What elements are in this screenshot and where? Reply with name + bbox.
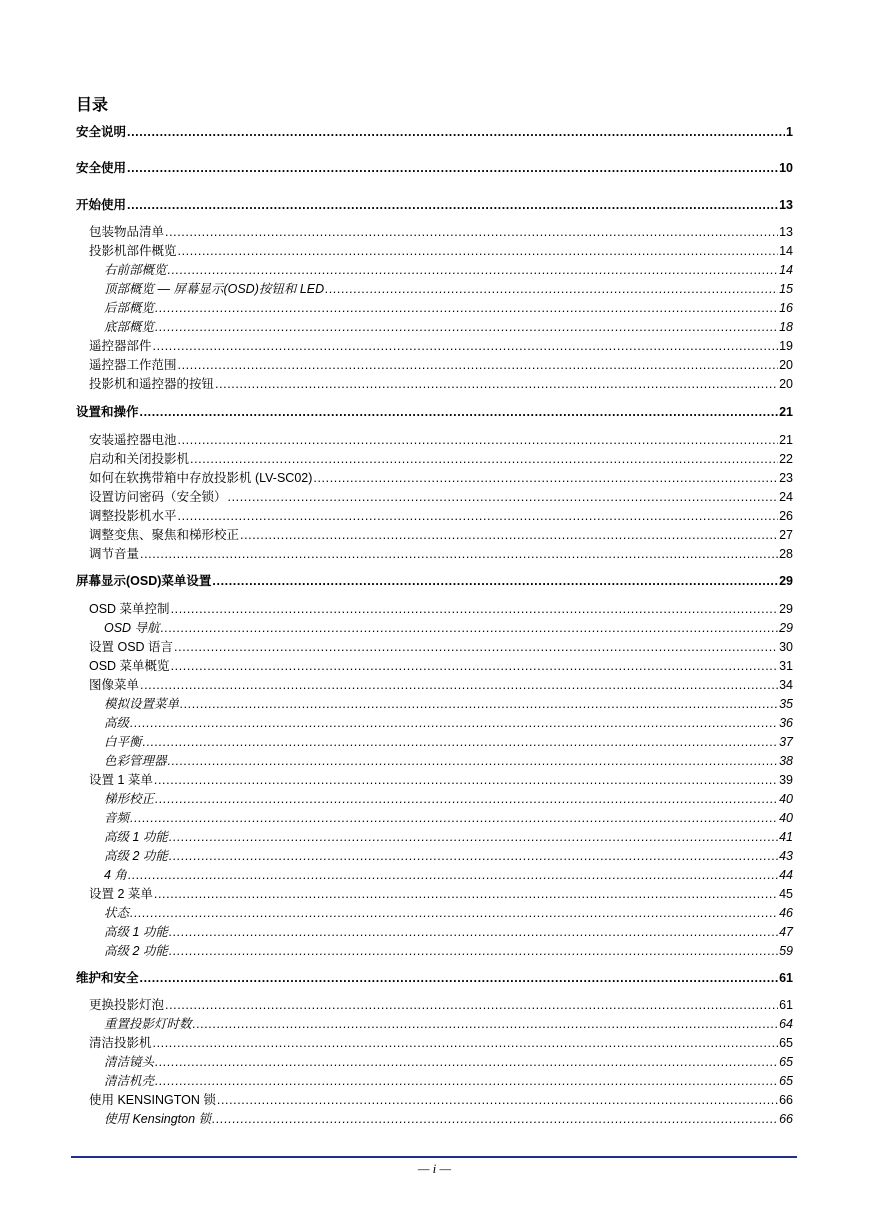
toc-entry-page: 47: [779, 925, 793, 939]
toc-leader-dots: [178, 509, 779, 524]
toc-entry[interactable]: [104, 263, 793, 278]
toc-entry[interactable]: [104, 716, 793, 731]
toc-leader-dots: [190, 452, 778, 467]
toc-leader-dots: [140, 971, 779, 986]
toc-entry[interactable]: [76, 161, 793, 176]
toc-entry-title: 设置和操作: [76, 405, 139, 419]
toc-entry-title: 包装物品清单: [89, 225, 165, 239]
page-number: — i —: [417, 1161, 452, 1176]
toc-entry[interactable]: [104, 320, 793, 335]
toc-entry-title: 设置 2 菜单: [89, 887, 153, 901]
toc-title: 目录: [76, 97, 109, 114]
toc-entry-title: 后部概览: [104, 301, 155, 315]
toc-entry-page: 23: [779, 471, 793, 485]
toc-leader-dots: [217, 1093, 778, 1108]
toc-entry[interactable]: [76, 405, 793, 420]
toc-entry[interactable]: [89, 471, 793, 486]
toc-entry[interactable]: [104, 1017, 793, 1032]
toc-entry[interactable]: [104, 925, 793, 940]
toc-entry-page: 40: [779, 792, 793, 806]
toc-entry[interactable]: [89, 640, 793, 655]
toc-entry-page: 36: [779, 716, 793, 730]
toc-entry[interactable]: [89, 659, 793, 674]
toc-leader-dots: [169, 849, 778, 864]
toc-leader-dots: [193, 1017, 779, 1032]
toc-entry[interactable]: [89, 358, 793, 373]
toc-entry-page: 29: [779, 621, 793, 635]
toc-entry[interactable]: [89, 225, 793, 240]
toc-leader-dots: [128, 868, 778, 883]
toc-entry-page: 20: [779, 377, 793, 391]
toc-entry-page: 24: [779, 490, 793, 504]
toc-entry[interactable]: [104, 1074, 793, 1089]
toc-entry-title: 顶部概览 — 屏幕显示(OSD)按钮和 LED: [104, 282, 325, 296]
toc-entry[interactable]: [89, 339, 793, 354]
toc-entry-page: 27: [779, 528, 793, 542]
toc-entry-title: 清洁投影机: [89, 1036, 152, 1050]
toc-entry-title: 高级 2 功能: [104, 944, 168, 958]
toc-leader-dots: [169, 944, 778, 959]
toc-entry-title: 设置 1 菜单: [89, 773, 153, 787]
toc-entry-page: 14: [779, 244, 793, 258]
toc-entry[interactable]: [89, 490, 793, 505]
toc-entry-title: 使用 Kensington 锁: [104, 1112, 211, 1126]
toc-leader-dots: [155, 1074, 778, 1089]
toc-entry[interactable]: [89, 678, 793, 693]
toc-entry-title: 投影机部件概览: [89, 244, 177, 258]
toc-entry-title: 调整投影机水平: [89, 509, 177, 523]
toc-entry-page: 10: [779, 161, 793, 175]
toc-entry-title: 高级 1 功能: [104, 925, 168, 939]
toc-entry[interactable]: [104, 906, 793, 921]
toc-entry-title: 安装遥控器电池: [89, 433, 177, 447]
toc-entry-page: 41: [779, 830, 793, 844]
toc-entry[interactable]: [89, 452, 793, 467]
toc-leader-dots: [178, 244, 779, 259]
toc-entry-title: 安全使用: [76, 161, 127, 175]
toc-leader-dots: [130, 716, 778, 731]
toc-entry-page: 18: [779, 320, 793, 334]
toc-entry[interactable]: [89, 887, 793, 902]
toc-entry-page: 43: [779, 849, 793, 863]
toc-entry-title: 高级: [104, 716, 130, 730]
toc-entry[interactable]: [104, 792, 793, 807]
toc-leader-dots: [215, 377, 778, 392]
toc-entry-title: 安全说明: [76, 125, 127, 139]
footer-rule: [71, 1156, 797, 1158]
toc-leader-dots: [130, 906, 778, 921]
toc-entry-title: 白平衡: [104, 735, 142, 749]
toc-entry[interactable]: [104, 282, 793, 297]
toc-entry-title: 更换投影灯泡: [89, 998, 165, 1012]
toc-entry[interactable]: [89, 528, 793, 543]
toc-entry[interactable]: [89, 1093, 793, 1108]
toc-leader-dots: [165, 225, 778, 240]
toc-entry-title: 模拟设置菜单: [104, 697, 180, 711]
toc-leader-dots: [178, 433, 779, 448]
toc-entry-page: 28: [779, 547, 793, 561]
toc-leader-dots: [153, 339, 779, 354]
toc-entry[interactable]: [89, 773, 793, 788]
toc-leader-dots: [127, 161, 778, 176]
toc-leader-dots: [155, 301, 778, 316]
toc-entry-title: OSD 导航: [104, 621, 160, 635]
toc-entry[interactable]: [89, 377, 793, 392]
toc-leader-dots: [169, 925, 778, 940]
toc-entry-title: OSD 菜单概览: [89, 659, 170, 673]
toc-entry-page: 37: [779, 735, 793, 749]
toc-entry-title: 状态: [104, 906, 130, 920]
toc-entry[interactable]: [104, 754, 793, 769]
toc-leader-dots: [153, 1036, 779, 1051]
toc-entry-page: 29: [779, 602, 793, 616]
toc-entry-page: 22: [779, 452, 793, 466]
toc-entry[interactable]: [104, 697, 793, 712]
toc-entry-title: 遥控器工作范围: [89, 358, 177, 372]
toc-entry-page: 21: [779, 433, 793, 447]
toc-leader-dots: [174, 640, 778, 655]
toc-leader-dots: [127, 198, 778, 213]
toc-leader-dots: [154, 887, 778, 902]
toc-entry[interactable]: [89, 602, 793, 617]
toc-entry-title: 调整变焦、聚焦和梯形校正: [89, 528, 240, 542]
toc-entry[interactable]: [76, 574, 793, 589]
toc-entry-page: 38: [779, 754, 793, 768]
toc-entry-title: 投影机和遥控器的按钮: [89, 377, 215, 391]
toc-entry-title: 图像菜单: [89, 678, 140, 692]
toc-leader-dots: [140, 678, 778, 693]
toc-entry[interactable]: [104, 868, 793, 883]
toc-entry-title: 使用 KENSINGTON 锁: [89, 1093, 216, 1107]
toc-entry-title: 遥控器部件: [89, 339, 152, 353]
toc-entry-page: 61: [779, 998, 793, 1012]
toc-entry-page: 44: [779, 868, 793, 882]
toc-entry-page: 20: [779, 358, 793, 372]
toc-entry-title: 屏幕显示(OSD)菜单设置: [76, 574, 212, 588]
toc-entry-page: 61: [779, 971, 793, 985]
toc-entry-page: 1: [786, 125, 793, 139]
toc-entry[interactable]: [89, 244, 793, 259]
toc-entry-page: 45: [779, 887, 793, 901]
toc-entry[interactable]: [76, 971, 793, 986]
toc-entry-title: 音频: [104, 811, 130, 825]
toc-entry-title: 调节音量: [89, 547, 140, 561]
toc-entry[interactable]: [89, 1036, 793, 1051]
toc-leader-dots: [171, 659, 779, 674]
toc-entry-page: 65: [779, 1036, 793, 1050]
toc-entry-page: 29: [779, 574, 793, 588]
toc-leader-dots: [165, 998, 778, 1013]
toc-leader-dots: [168, 754, 779, 769]
toc-entry[interactable]: [104, 830, 793, 845]
toc-leader-dots: [155, 1055, 778, 1070]
toc-entry[interactable]: [89, 998, 793, 1013]
toc-entry-page: 21: [779, 405, 793, 419]
toc-entry[interactable]: [89, 547, 793, 562]
toc-leader-dots: [155, 320, 778, 335]
toc-leader-dots: [168, 263, 779, 278]
toc-entry-title: OSD 菜单控制: [89, 602, 170, 616]
toc-entry[interactable]: [104, 735, 793, 750]
toc-entry[interactable]: [76, 125, 793, 140]
toc-entry-title: 高级 2 功能: [104, 849, 168, 863]
toc-entry-page: 65: [779, 1074, 793, 1088]
toc-entry[interactable]: [104, 944, 793, 959]
toc-leader-dots: [178, 358, 779, 373]
toc-leader-dots: [155, 792, 778, 807]
toc-entry-page: 65: [779, 1055, 793, 1069]
toc-entry-page: 14: [779, 263, 793, 277]
toc-entry-title: 梯形校正: [104, 792, 155, 806]
toc-leader-dots: [140, 547, 778, 562]
toc-entry-page: 64: [779, 1017, 793, 1031]
toc-entry[interactable]: [89, 433, 793, 448]
toc-entry-page: 15: [779, 282, 793, 296]
toc-entry-title: 开始使用: [76, 198, 127, 212]
toc-leader-dots: [169, 830, 778, 845]
toc-entry[interactable]: [104, 849, 793, 864]
toc-leader-dots: [240, 528, 778, 543]
toc-entry-page: 30: [779, 640, 793, 654]
toc-entry-title: 维护和安全: [76, 971, 139, 985]
toc-entry[interactable]: [104, 1055, 793, 1070]
toc-entry-title: 重置投影灯时数: [104, 1017, 192, 1031]
toc-leader-dots: [143, 735, 779, 750]
toc-entry-page: 39: [779, 773, 793, 787]
toc-entry-title: 清洁机壳: [104, 1074, 155, 1088]
toc-entry-page: 26: [779, 509, 793, 523]
toc-leader-dots: [161, 621, 779, 636]
toc-entry-page: 46: [779, 906, 793, 920]
toc-leader-dots: [212, 574, 778, 589]
toc-entry-title: 设置访问密码（安全锁）: [89, 490, 227, 504]
toc-entry-page: 35: [779, 697, 793, 711]
toc-entry-page: 19: [779, 339, 793, 353]
toc-entry-title: 高级 1 功能: [104, 830, 168, 844]
toc-leader-dots: [154, 773, 778, 788]
toc-entry-page: 66: [779, 1112, 793, 1126]
toc-leader-dots: [130, 811, 778, 826]
toc-entry-page: 40: [779, 811, 793, 825]
toc-entry-page: 13: [779, 198, 793, 212]
toc-entry-page: 13: [779, 225, 793, 239]
toc-entry[interactable]: [76, 198, 793, 213]
toc-entry[interactable]: [104, 301, 793, 316]
toc-entry-page: 31: [779, 659, 793, 673]
toc-entry-title: 如何在软携带箱中存放投影机 (LV-SC02): [89, 471, 313, 485]
toc-entry-title: 4 角: [104, 868, 127, 882]
toc-entry-page: 34: [779, 678, 793, 692]
toc-entry-page: 16: [779, 301, 793, 315]
toc-entry-page: 59: [779, 944, 793, 958]
toc-entry-title: 启动和关闭投影机: [89, 452, 190, 466]
toc-entry-title: 底部概览: [104, 320, 155, 334]
toc-entry-title: 清洁镜头: [104, 1055, 155, 1069]
toc-entry[interactable]: [104, 1112, 793, 1127]
toc-entry[interactable]: [104, 621, 793, 636]
toc-entry-title: 右前部概览: [104, 263, 167, 277]
toc-leader-dots: [313, 471, 778, 486]
toc-entry[interactable]: [104, 811, 793, 826]
toc-leader-dots: [180, 697, 778, 712]
toc-leader-dots: [140, 405, 779, 420]
toc-entry-page: 66: [779, 1093, 793, 1107]
toc-leader-dots: [212, 1112, 778, 1127]
toc-leader-dots: [228, 490, 779, 505]
toc-entry-title: 色彩管理器: [104, 754, 167, 768]
toc-leader-dots: [325, 282, 778, 297]
toc-entry-title: 设置 OSD 语言: [89, 640, 174, 654]
toc-leader-dots: [127, 125, 785, 140]
toc-leader-dots: [171, 602, 779, 617]
toc-entry[interactable]: [89, 509, 793, 524]
